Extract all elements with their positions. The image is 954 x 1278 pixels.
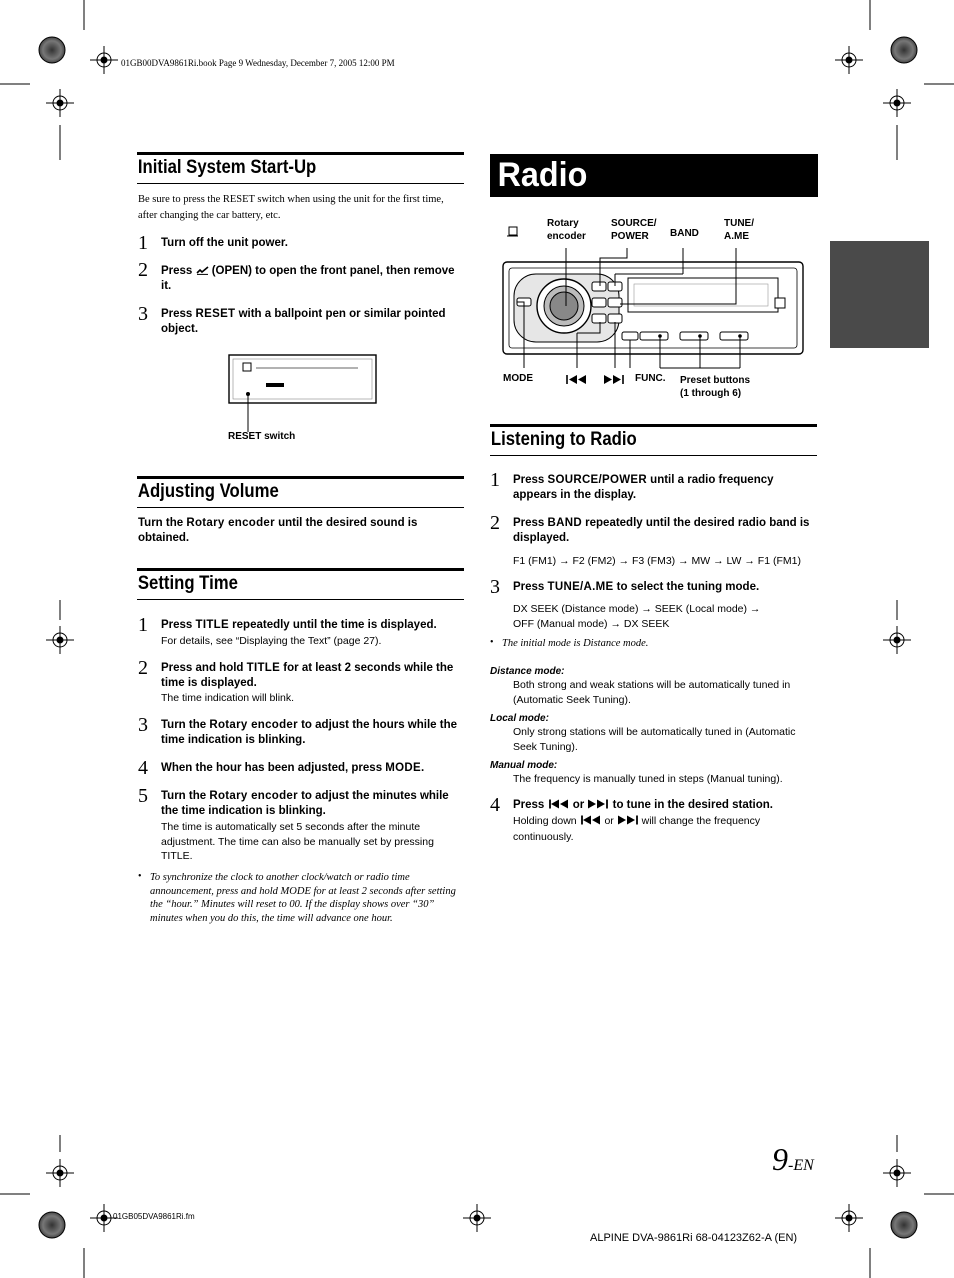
step-number: 2 xyxy=(490,512,500,534)
subtext-post: will change the frequency continuously. xyxy=(513,815,761,843)
step-key: TUNE/A.ME xyxy=(547,581,614,593)
section-adjusting-volume xyxy=(137,476,464,508)
reset-switch-label: RESET switch xyxy=(228,431,296,442)
seek-back-icon xyxy=(580,815,602,830)
page-number-suffix: -EN xyxy=(788,1157,814,1174)
step-number: 2 xyxy=(138,657,148,679)
mode-desc-manual: The frequency is manually tuned in steps (Manual tuning). xyxy=(513,773,783,785)
step-text-pre: Turn the xyxy=(161,790,210,802)
seek-back-icon xyxy=(548,799,570,814)
page-number xyxy=(772,1141,814,1178)
step-text xyxy=(513,798,818,814)
step-subtext: For details, see “Displaying the Text” (page 27). xyxy=(161,635,382,647)
subtext-mid: or xyxy=(601,815,617,827)
initial-intro: Be sure to press the RESET switch when using the unit for the first time, after changing the car battery, etc. xyxy=(138,194,444,221)
mode-label-local: Local mode: xyxy=(490,713,549,724)
section-title: Setting Time xyxy=(137,573,238,594)
file-header: 01GB00DVA9861Ri.book Page 9 Wednesday, December 7, 2005 12:00 PM xyxy=(121,58,395,68)
step-text-mid: or xyxy=(569,799,588,811)
step-text-post: to adjust the minutes while the time indication is blinking. xyxy=(161,790,449,817)
step-key: TITLE xyxy=(246,662,281,674)
bullet: • xyxy=(138,871,142,882)
step-text xyxy=(513,580,818,595)
section-title: Initial System Start-Up xyxy=(137,157,317,178)
seek-forward-icon xyxy=(617,815,639,830)
step-number: 1 xyxy=(138,232,148,254)
step-text-pre: Press xyxy=(161,619,196,631)
step-text xyxy=(161,264,461,294)
section-title: Adjusting Volume xyxy=(137,481,279,502)
bullet: • xyxy=(490,637,494,648)
open-icon xyxy=(196,265,209,274)
seek-back-icon xyxy=(567,375,586,384)
step-text-post: to select the tuning mode. xyxy=(613,581,760,593)
step-text-post: repeatedly until the desired radio band is displayed. xyxy=(513,517,810,544)
step-subtext: The time indication will blink. xyxy=(161,692,295,704)
step-text-post: . xyxy=(421,762,425,774)
radio-title-banner xyxy=(490,154,818,197)
section-title: Listening to Radio xyxy=(490,429,637,450)
tune-ame-label: TUNE/ A.ME xyxy=(724,218,754,242)
step-number: 1 xyxy=(490,469,500,491)
step-text xyxy=(161,307,466,337)
step-number: 3 xyxy=(138,714,148,736)
step-key: BAND xyxy=(547,517,582,529)
seek-forward-icon xyxy=(604,375,623,384)
mode-label-manual: Manual mode: xyxy=(490,760,558,771)
step-text xyxy=(161,718,466,748)
step-text-post: until a radio frequency appears in the display. xyxy=(513,474,774,501)
step-number: 4 xyxy=(138,757,148,779)
section-initial-start xyxy=(137,152,464,184)
tuning-mode-sequence: DX SEEK (Distance mode) → SEEK (Local mode) → OFF (Manual mode) → DX SEEK xyxy=(513,603,761,630)
radio-title: Radio xyxy=(497,156,588,194)
page-number-digit: 9 xyxy=(772,1141,788,1177)
step-text-pre: Press xyxy=(161,308,196,320)
step-text-pre: Press xyxy=(513,799,548,811)
step-text xyxy=(161,761,466,776)
step-key: RESET xyxy=(195,308,236,320)
step-key: Rotary encoder xyxy=(209,719,298,731)
step-text-pre: Press xyxy=(513,474,548,486)
side-tab xyxy=(830,241,929,348)
source-power-label: SOURCE/ POWER xyxy=(611,218,657,242)
func-label: FUNC. xyxy=(635,373,666,384)
step-key: TITLE xyxy=(195,619,229,631)
step-text: Turn off the unit power. xyxy=(161,237,288,249)
volume-text-post: until the desired sound is obtained. xyxy=(138,517,418,544)
band-sequence: F1 (FM1) → F2 (FM2) → F3 (FM3) → MW → LW → F1 (FM1) xyxy=(513,555,801,567)
preset-buttons-label: Preset buttons (1 through 6) xyxy=(680,375,751,399)
step-number: 1 xyxy=(138,614,148,636)
step-text xyxy=(161,618,466,633)
mode-desc-local: Only strong stations will be automatically tuned in (Automatic Seek Tuning). xyxy=(513,726,796,753)
mode-label: MODE xyxy=(503,373,533,384)
step-number: 4 xyxy=(490,794,500,816)
step-text-pre: Press and hold xyxy=(161,662,247,674)
step-number: 5 xyxy=(138,785,148,807)
step-text-pre: When the hour has been adjusted, press xyxy=(161,762,386,774)
step-number: 3 xyxy=(138,303,148,325)
time-note: To synchronize the clock to another clock/watch or radio time announcement, press and hold MODE for at least 2 seconds after setting the “hour.” Minutes will reset to 00. If the display shows over “30” minutes when you do this, the time will advance one hour. xyxy=(150,872,456,924)
step-text xyxy=(513,473,818,503)
step-key: SOURCE/POWER xyxy=(547,474,647,486)
mode-label-distance: Distance mode: xyxy=(490,666,565,677)
reset-panel-figure xyxy=(228,354,378,434)
step-text-pre: Press xyxy=(161,265,196,277)
step-text-post: to tune in the desired station. xyxy=(609,799,773,811)
step-text-post: for at least 2 seconds while the time is displayed. xyxy=(161,662,454,689)
section-listening-radio xyxy=(490,424,817,456)
step-text-post: repeatedly until the time is displayed. xyxy=(228,619,437,631)
step-text xyxy=(161,789,466,819)
step-text-pre: Press xyxy=(513,517,548,529)
step-key: MODE xyxy=(385,762,421,774)
mode-desc-distance: Both strong and weak stations will be automatically tuned in (Automatic Seek Tuning). xyxy=(513,679,791,706)
volume-text-pre: Turn the xyxy=(138,517,187,529)
section-setting-time xyxy=(137,568,464,600)
step-text-pre: Turn the xyxy=(161,719,210,731)
step-number: 2 xyxy=(138,259,148,281)
step-text-post: to adjust the hours while the time indication is blinking. xyxy=(161,719,457,746)
volume-text xyxy=(138,516,458,546)
initial-mode-note: The initial mode is Distance mode. xyxy=(502,638,649,649)
step-text-pre: Press xyxy=(513,581,548,593)
radio-front-panel-diagram xyxy=(500,218,810,388)
step-number: 3 xyxy=(490,576,500,598)
step-text xyxy=(513,516,818,546)
rotary-encoder-label: Rotary encoder xyxy=(547,218,586,242)
step-subtext xyxy=(513,814,813,844)
footer-file: 01GB05DVA9861Ri.fm xyxy=(113,1212,195,1221)
step-subtext: The time is automatically set 5 seconds after the minute adjustment. The time can also be manually set by pressing TITLE. xyxy=(161,821,434,862)
step-text xyxy=(161,661,466,691)
step-text-post: with a ballpoint pen or similar pointed object. xyxy=(161,308,446,335)
band-label: BAND xyxy=(670,228,699,239)
step-key: Rotary encoder xyxy=(209,790,298,802)
subtext-pre: Holding down xyxy=(513,815,580,827)
step-text-post: (OPEN) to open the front panel, then remove it. xyxy=(161,265,455,292)
footer-model: ALPINE DVA-9861Ri 68-04123Z62-A (EN) xyxy=(590,1232,798,1244)
step-key: Rotary encoder xyxy=(186,517,275,529)
seek-forward-icon xyxy=(587,799,609,814)
